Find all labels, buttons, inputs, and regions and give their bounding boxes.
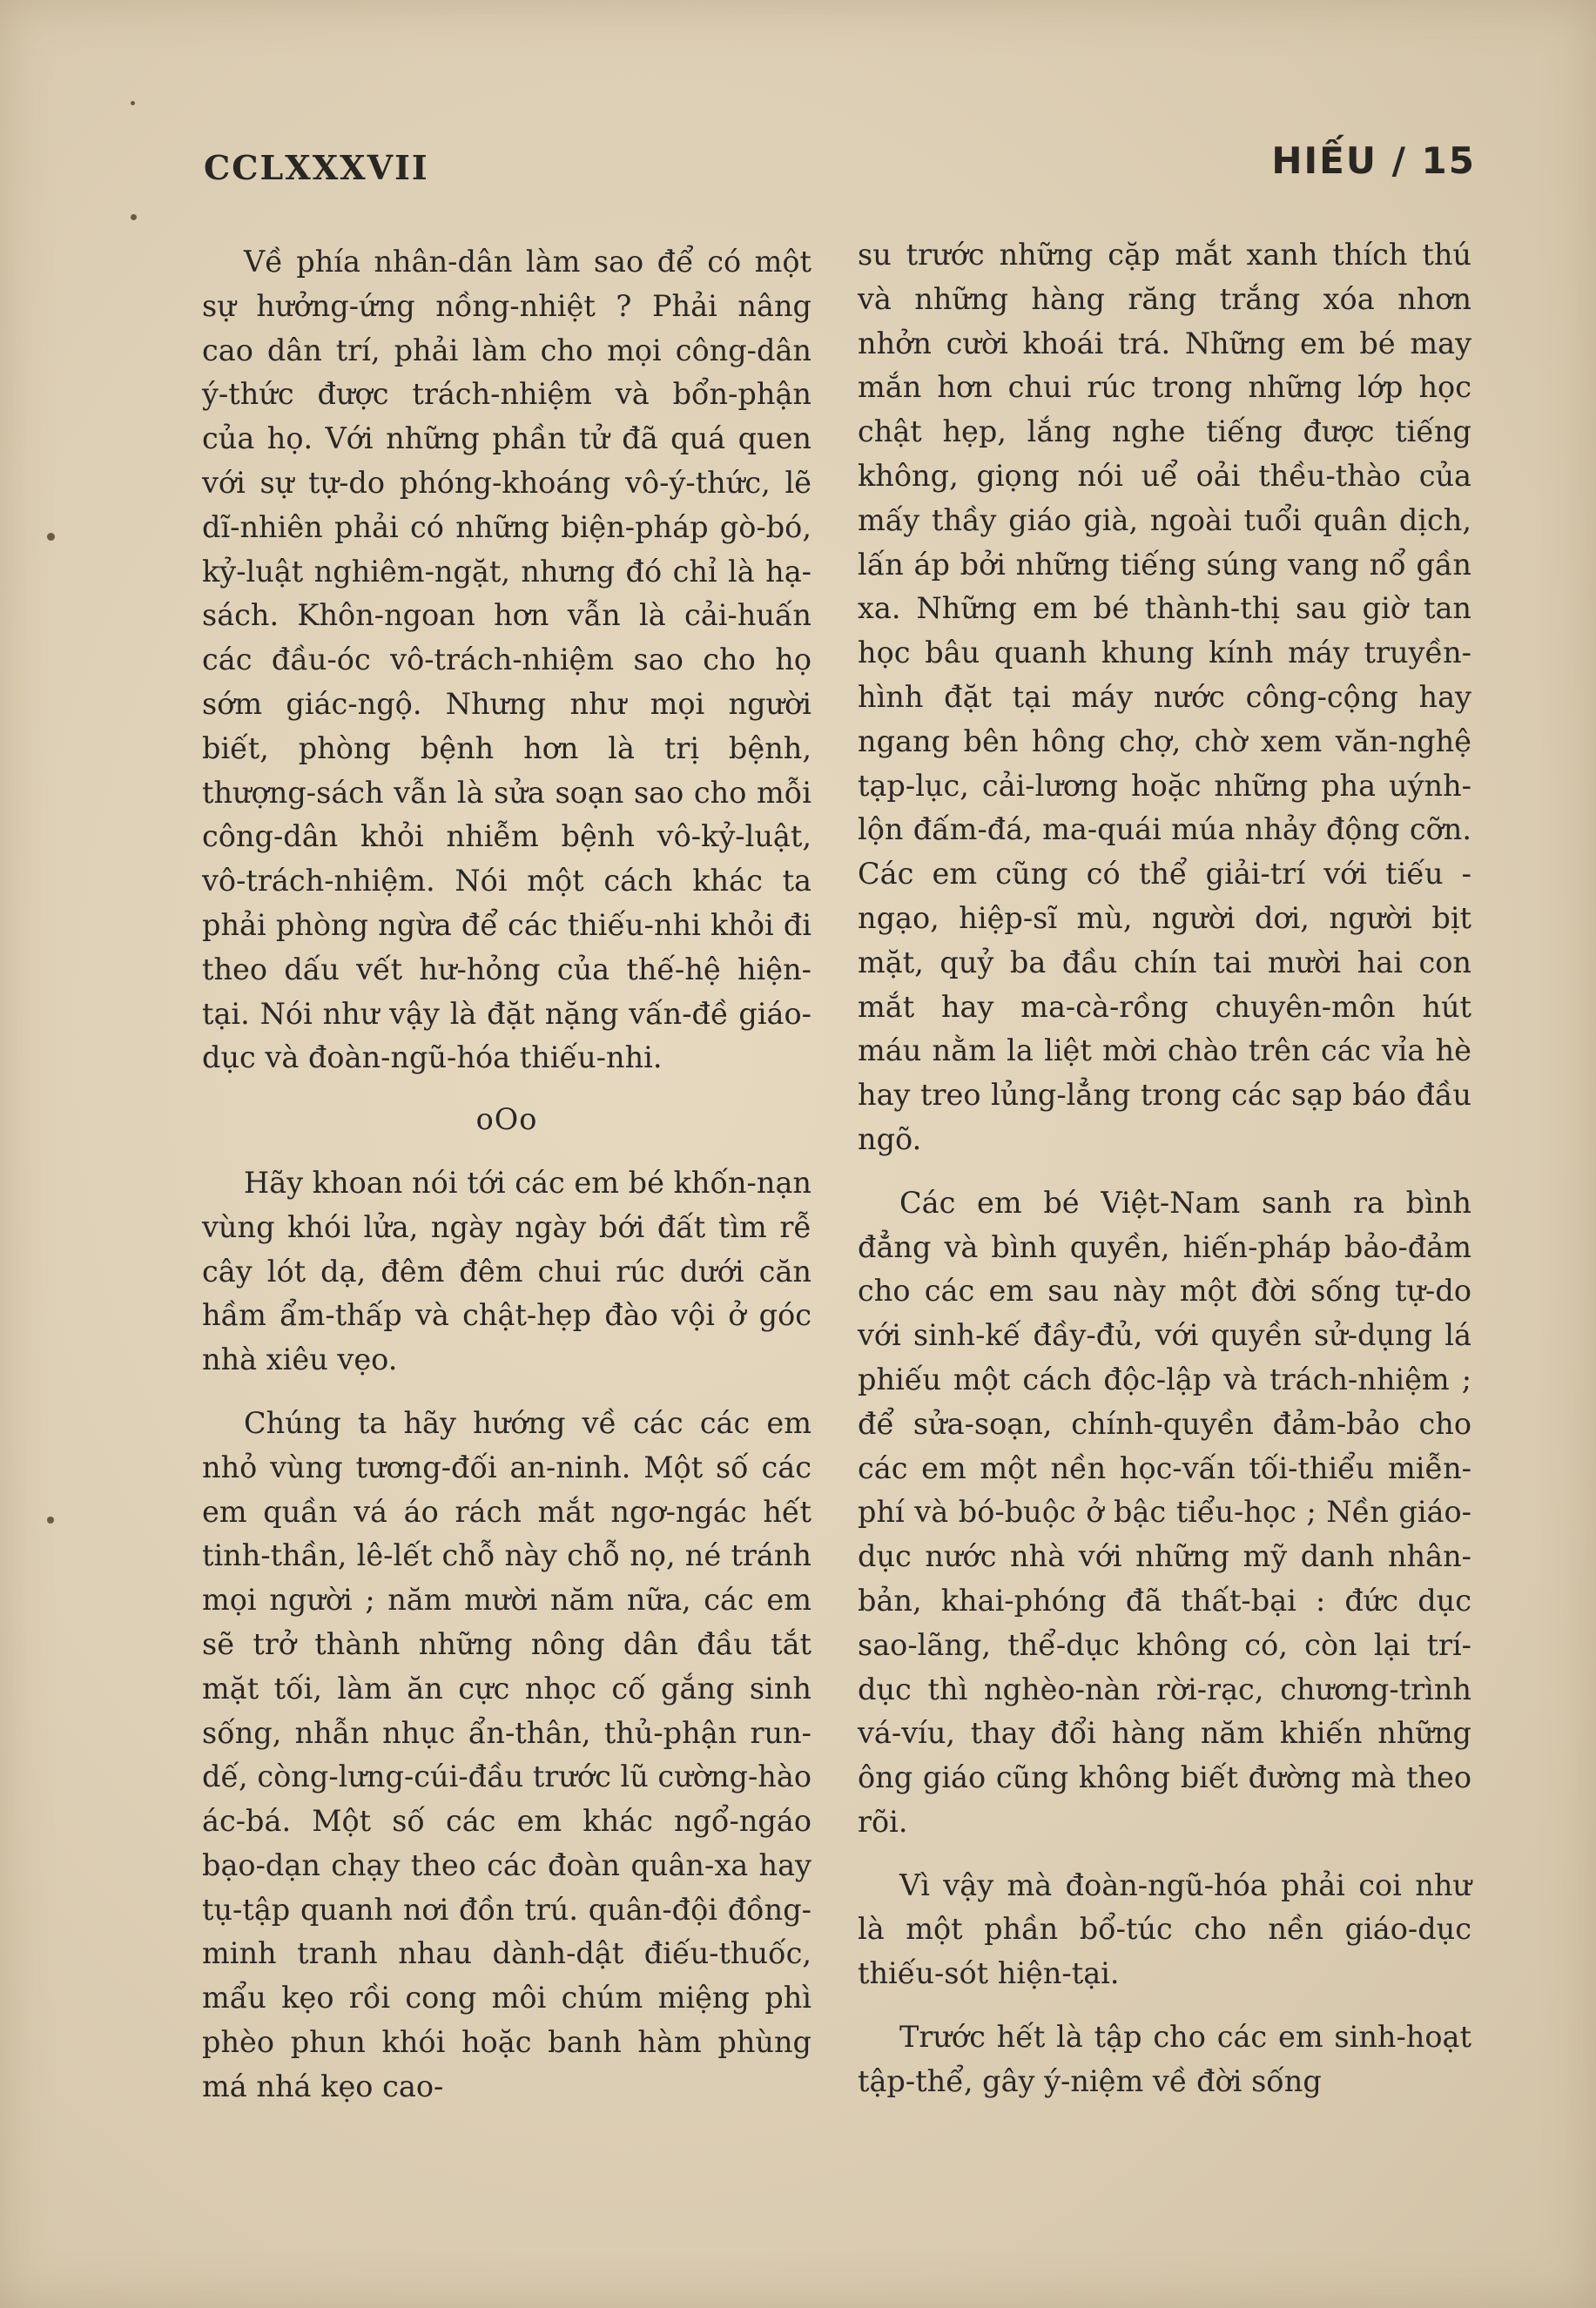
- paragraph: Về phía nhân-dân làm sao để có một sự hưởng-ứng nồng-nhiệt ? Phải nâng cao dân trí, phải làm cho mọi công-dân ý-thức được trách-nhiệm và bổn-phận của họ. Với những phần tử đã quá quen với sự tự-do phóng-khoáng vô-ý-thức, lẽ dĩ-nhiên phải có những biện-pháp gò-bó, kỷ-luật nghiêm-ngặt, nhưng đó chỉ là hạ-sách. Khôn-ngoan hơn vẫn là cải-huấn các đầu-óc vô-trách-nhiệm sao cho họ sớm giác-ngộ. Nhưng như mọi người biết, phòng bệnh hơn là trị bệnh, thượng-sách vẫn là sửa soạn sao cho mỗi công-dân khỏi nhiễm bệnh vô-kỷ-luật, vô-trách-nhiệm. Nói một cách khác ta phải phòng ngừa để các thiếu-nhi khỏi đi theo dấu vết hư-hỏng của thế-hệ hiện-tại. Nói như vậy là đặt nặng vấn-đề giáo-dục và đoàn-ngũ-hóa thiếu-nhi.: [202, 245, 811, 1075]
- section-separator: oOo: [475, 1102, 538, 1137]
- page-header-title: HIẾU / 15: [1271, 139, 1476, 182]
- paragraph: Chúng ta hãy hướng về các các em nhỏ vùng tương-đối an-ninh. Một số các em quần vá áo rách mắt ngơ-ngác hết tinh-thần, lê-lết chỗ này chỗ nọ, né tránh mọi người ; năm mười năm nữa, các em sẽ trở thành những nông dân đầu tắt mặt tối, làm ăn cực nhọc cố gắng sinh sống, nhẫn nhục ẩn-thân, thủ-phận run-dế, còng-lưng-cúi-đầu trước lũ cường-hào ác-bá. Một số các em khác ngổ-ngáo bạo-dạn chạy theo các đoàn quân-xa hay tụ-tập quanh nơi đồn trú. quân-đội đồng-minh tranh nhau dành-dật điếu-thuốc, mẩu kẹo rồi cong môi chúm miệng phì phèo phun khói hoặc banh hàm phùng má nhá kẹo cao-: [202, 1405, 811, 2103]
- paper-speck: [131, 101, 135, 105]
- right-column: [858, 233, 1471, 2104]
- paragraph: Các em bé Việt-Nam sanh ra bình đẳng và bình quyền, hiến-pháp bảo-đảm cho các em sau này một đời sống tự-do với sinh-kế đầy-đủ, với quyền sử-dụng lá phiếu một cách độc-lập và trách-nhiệm ; để sửa-soạn, chính-quyền đảm-bảo cho các em một nền học-vấn tối-thiểu miễn-phí và bó-buộc ở bậc tiểu-học ; Nền giáo-dục nước nhà với những mỹ danh nhân-bản, khai-phóng đã thất-bại : đức dục sao-lãng, thể-dục không có, còn lại trí-dục thì nghèo-nàn rời-rạc, chương-trình vá-víu, thay đổi hàng năm khiến những ông giáo cũng không biết đường mà theo rõi.: [858, 1185, 1471, 1839]
- paper-speck: [131, 214, 137, 220]
- paragraph: Trước hết là tập cho các em sinh-hoạt tập-thể, gây ý-niệm về đời sống: [858, 2020, 1471, 2098]
- paragraph: su trước những cặp mắt xanh thích thú và những hàng răng trắng xóa nhơn nhởn cười khoái trá. Những em bé may mắn hơn chui rúc trong những lớp học chật hẹp, lắng nghe tiếng được tiếng không, giọng nói uể oải thều-thào của mấy thầy giáo già, ngoài tuổi quân dịch, lấn áp bởi những tiếng súng vang nổ gần xa. Những em bé thành-thị sau giờ tan học bâu quanh khung kính máy truyền-hình đặt tại máy nước công-cộng hay ngang bên hông chợ, chờ xem văn-nghệ tạp-lục, cải-lương hoặc những pha uýnh-lộn đấm-đá, ma-quái múa nhảy động cỡn. Các em cũng có thể giải-trí với tiếu - ngạo, hiệp-sĩ mù, người dơi, người bịt mặt, quỷ ba đầu chín tai mười hai con mắt hay ma-cà-rồng chuyên-môn hút máu nằm la liệt mời chào trên các vỉa hè hay treo lủng-lẳng trong các sạp báo đầu ngõ.: [858, 238, 1471, 1156]
- paragraph: Vì vậy mà đoàn-ngũ-hóa phải coi như là một phần bổ-túc cho nền giáo-dục thiếu-sót hiện-tại.: [858, 1867, 1471, 1991]
- paper-speck: [47, 1517, 54, 1524]
- paragraph: Hãy khoan nói tới các em bé khốn-nạn vùng khói lửa, ngày ngày bới đất tìm rễ cây lót dạ, đêm đêm chui rúc dưới căn hầm ẩm-thấp và chật-hẹp đào vội ở góc nhà xiêu vẹo.: [202, 1165, 811, 1377]
- section-number: CCLXXXVII: [204, 148, 429, 187]
- left-column: [202, 240, 811, 2109]
- paper-speck: [47, 533, 55, 541]
